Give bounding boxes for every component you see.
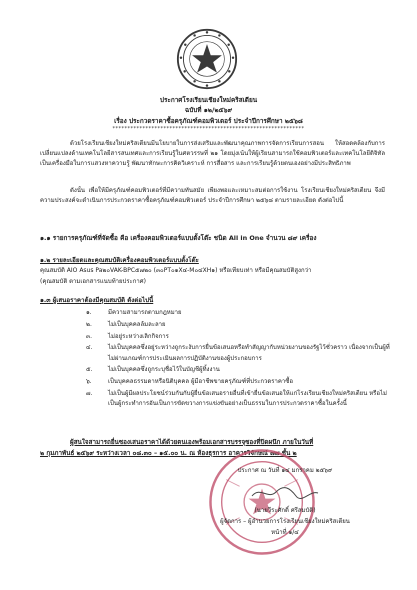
- list-item-text: ไม่เป็นบุคคลล้มละลาย: [108, 320, 166, 328]
- list-item-number: ๖.: [86, 378, 92, 386]
- list-item-number: ๒.: [86, 320, 92, 328]
- section-1-1-title: ๑.๑ รายการครุภัณฑ์ที่จัดซื้อ คือ เครื่องคอมพิวเตอร์แบบตั้งโต๊ะ ชนิด All in One จำนวน ๘๙ เครื่อง: [40, 234, 317, 242]
- announcement-number: ฉบับที่ ๑๒/๒๕๖๙: [184, 106, 233, 114]
- announcement-org: ประกาศโรงเรียนเชียงใหม่คริสเตียน: [159, 96, 258, 104]
- page-number: หน้าที่ ๑/๔: [271, 529, 299, 536]
- list-item: [86, 308, 390, 318]
- official-stamp: [206, 446, 318, 558]
- list-item-text: ไม่อยู่ระหว่างเลิกกิจการ: [108, 332, 169, 340]
- list-item-text: ไม่เป็นบุคคลซึ่งอยู่ระหว่างถูกระงับการยื่นข้อเสนอหรือทำสัญญากับหน่วยงานของรัฐไว้ชั่วคราว เนื่องจากเป็นผู้ที่ไม่ผ่านเกณฑ์การประเมินผลการปฏิบัติงานของผู้ประกอบการ: [108, 344, 390, 362]
- list-item-number: ๔.: [86, 344, 93, 352]
- spec-line-2: (คุณสมบัติ ตามเอกสารแนบท้ายประกาศ): [40, 278, 146, 285]
- announcement-subject: เรื่อง ประกวดราคาซื้อครุภัณฑ์คอมพิวเตอร์ ประจำปีการศึกษา ๒๕๖๘: [114, 117, 303, 125]
- list-item-text: มีความสามารถตามกฎหมาย: [108, 309, 182, 316]
- submission-notice-line-1: ผู้สนใจสามารถยื่นซองเสนอราคาได้ด้วยตนเองพร้อมเอกสารบรรจุซองที่ปิดผนึก ภายในวันที่: [70, 439, 314, 446]
- intro-paragraph-1: ด้วยโรงเรียนเชียงใหม่คริสเตียนมีนโยบายในการส่งเสริมและพัฒนาคุณภาพการจัดการเรียนการสอน ให้สอดคล้องกับการเปลี่ยนแปลงด้านเทคโนโลยีสารสนเทศและการเรียนรู้ในศตวรรษที่ ๒๑ โดยมุ่งเน้นให้ผู้เรียนสามารถใช้คอมพิวเตอร์และเทคโนโลยีดิจิทัลเป็นเครื่องมือในการแสวงหาความรู้ พัฒนาทักษะการคิดวิเคราะห์ การสื่อสาร และการเรียนรู้ด้วยตนเองอย่างมีประสิทธิภาพ: [40, 140, 385, 168]
- list-item: [86, 365, 390, 375]
- signatory-position: ผู้จัดการ – ผู้อำนวยการโรงเรียนเชียงใหม่คริสเตียน: [220, 518, 350, 525]
- intro-paragraph-2: ดังนั้น เพื่อให้มีครุภัณฑ์คอมพิวเตอร์ที่มีความทันสมัย เพียงพอและเหมาะสมต่อการใช้งาน โรงเรียนเชียงใหม่คริสเตียน จึงมีความประสงค์จะดำเนินการประกวดราคาซื้อครุภัณฑ์คอมพิวเตอร์ ประจำปีการศึกษา ๒๕๖๘ ตามรายละเอียด ดังต่อไปนี้: [40, 187, 385, 205]
- list-item-text: เป็นบุคคลธรรมดาหรือนิติบุคคล ผู้มีอาชีพขายครุภัณฑ์ที่ประกวดราคาซื้อ: [108, 378, 293, 386]
- list-item-text: ไม่เป็นบุคคลซึ่งถูกระบุชื่อไว้ในบัญชีผู้ทิ้งงาน: [108, 366, 220, 374]
- spec-line-1: คุณสมบัติ AIO Asus Pa๒๐VAK-BPC๕๗๒๐ (๓๐PT๐๑X๔-M๐๔XH๑) หรือเทียบเท่า หรือมีคุณสมบัติสูงกว่า: [40, 267, 312, 274]
- submission-notice-line-2: ๒ กุมภาพันธ์ ๒๕๖๙ ระหว่างเวลา ๐๘.๓๐ – ๑๕.๐๐ น. ณ ห้องธุรการ อาคารวิจักษณ์ ๗๗ ชั้น ๒: [40, 450, 297, 457]
- list-item: [86, 332, 390, 342]
- list-item: [86, 377, 390, 387]
- list-item-number: ๓.: [86, 332, 93, 340]
- list-item-number: ๑.: [86, 309, 92, 316]
- signature-mark: [250, 484, 320, 502]
- section-1-2-title: ๑.๒ รายละเอียดและคุณสมบัติเครื่องคอมพิวเตอร์แบบตั้งโต๊ะ: [40, 257, 199, 264]
- list-item: [86, 320, 390, 330]
- qualification-list: [86, 308, 390, 411]
- section-1-3-title: ๑.๓ ผู้เสนอราคาต้องมีคุณสมบัติ ดังต่อไปนี้: [40, 297, 154, 304]
- list-item-number: ๕.: [86, 366, 93, 374]
- list-item-text: ไม่เป็นผู้มีผลประโยชน์ร่วมกันกับผู้ยื่นข้อเสนอรายอื่นที่เข้ายื่นข้อเสนอให้แก่โรงเรียนเชียงใหม่คริสเตียน หรือไม่เป็นผู้กระทำการอันเป็นการขัดขวางการแข่งขันอย่างเป็นธรรมในการประกวดราคาซื้อในครั้งนี้: [108, 389, 387, 408]
- separator-stars: ****************************************************************: [112, 126, 305, 132]
- school-seal-logo: [176, 28, 238, 90]
- announcement-date: ประกาศ ณ วันที่ ๑๔ มกราคม ๒๕๖๙: [237, 467, 333, 474]
- list-item-number: ๗.: [86, 389, 93, 397]
- signatory-name: (นายวีระศักดิ์ ศรีสมบัติ): [254, 507, 316, 514]
- list-item: [86, 389, 390, 409]
- list-item: [86, 343, 390, 363]
